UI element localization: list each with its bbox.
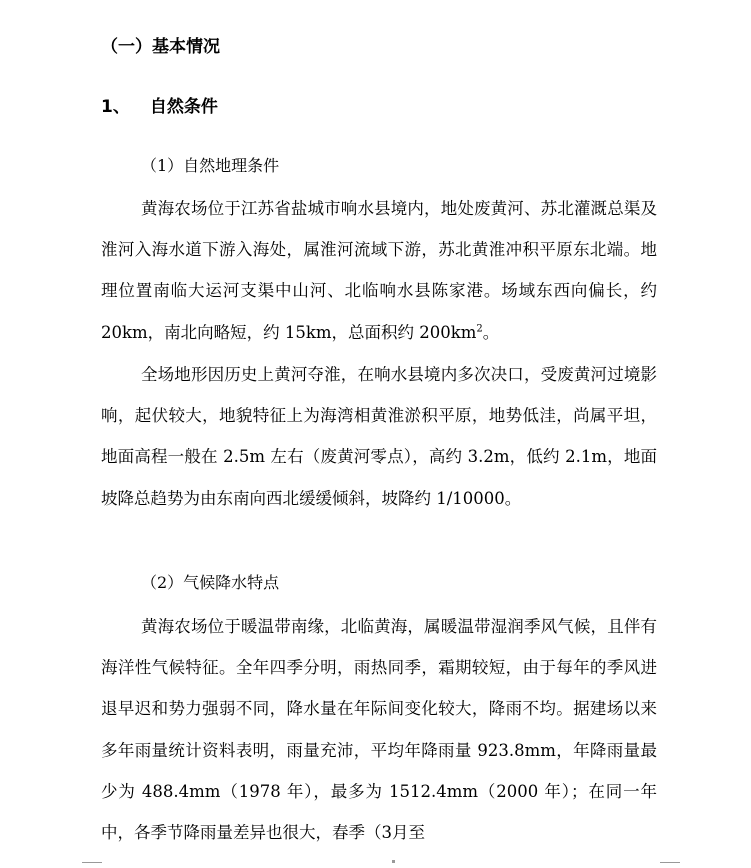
geography-heading: （1）自然地理条件: [141, 156, 280, 175]
climate-paragraph-1: 黄海农场位于暖温带南缘，北临黄海，属暖温带湿润季风气候，且伴有海洋性气候特征。全年四季分明，雨热同季，霜期较短，由于每年的季风进退早迟和势力强弱不同，降水量在年际间变化较大，降雨不均。据建场以来多年雨量统计资料表明，雨量充沛，平均年降雨量 923.8mm，年降雨量最少为 488.4mm（1978 年），最多为 1512.4mm（2000 年）；在同一年中，各季节降雨量差异也很大，春季（3月至: [101, 617, 657, 843]
crop-mark-center: [392, 860, 395, 863]
page-bottom-marks: [0, 858, 751, 868]
section-title: （一）基本情况: [101, 37, 220, 57]
area-unit-exponent: 2: [476, 323, 483, 335]
section-heading: [101, 34, 220, 60]
climate-heading: （2）气候降水特点: [141, 573, 280, 592]
crop-mark-right: [660, 862, 680, 863]
subsection-heading: [101, 94, 218, 120]
subsection-number: 1、: [101, 97, 130, 117]
geography-paragraph-1-text: 黄海农场位于江苏省盐城市响水县境内，地处废黄河、苏北灌溉总渠及淮河入海水道下游入海处，属淮河流域下游，苏北黄淮冲积平原东北端。地理位置南临大运河支渠中山河、北临响水县陈家港。场域东西向偏长，约 20km，南北向略短，约 15km，总面积约 200km: [101, 199, 657, 342]
subsection-title: 自然条件: [149, 97, 218, 117]
geography-paragraph-1-end: 。: [482, 322, 500, 342]
geography-paragraph-2: 全场地形因历史上黄河夺淮，在响水县境内多次决口，受废黄河过境影响，起伏较大，地貌特征上为海湾相黄淮淤积平原，地势低洼，尚属平坦，地面高程一般在 2.5m 左右（废黄河零点），高约 3.2m，低约 2.1m，地面坡降总趋势为由东南向西北缓缓倾斜，坡降约 1/10000。: [101, 365, 657, 508]
geography-paragraph-1: [101, 188, 657, 353]
crop-mark-left: [82, 862, 102, 863]
